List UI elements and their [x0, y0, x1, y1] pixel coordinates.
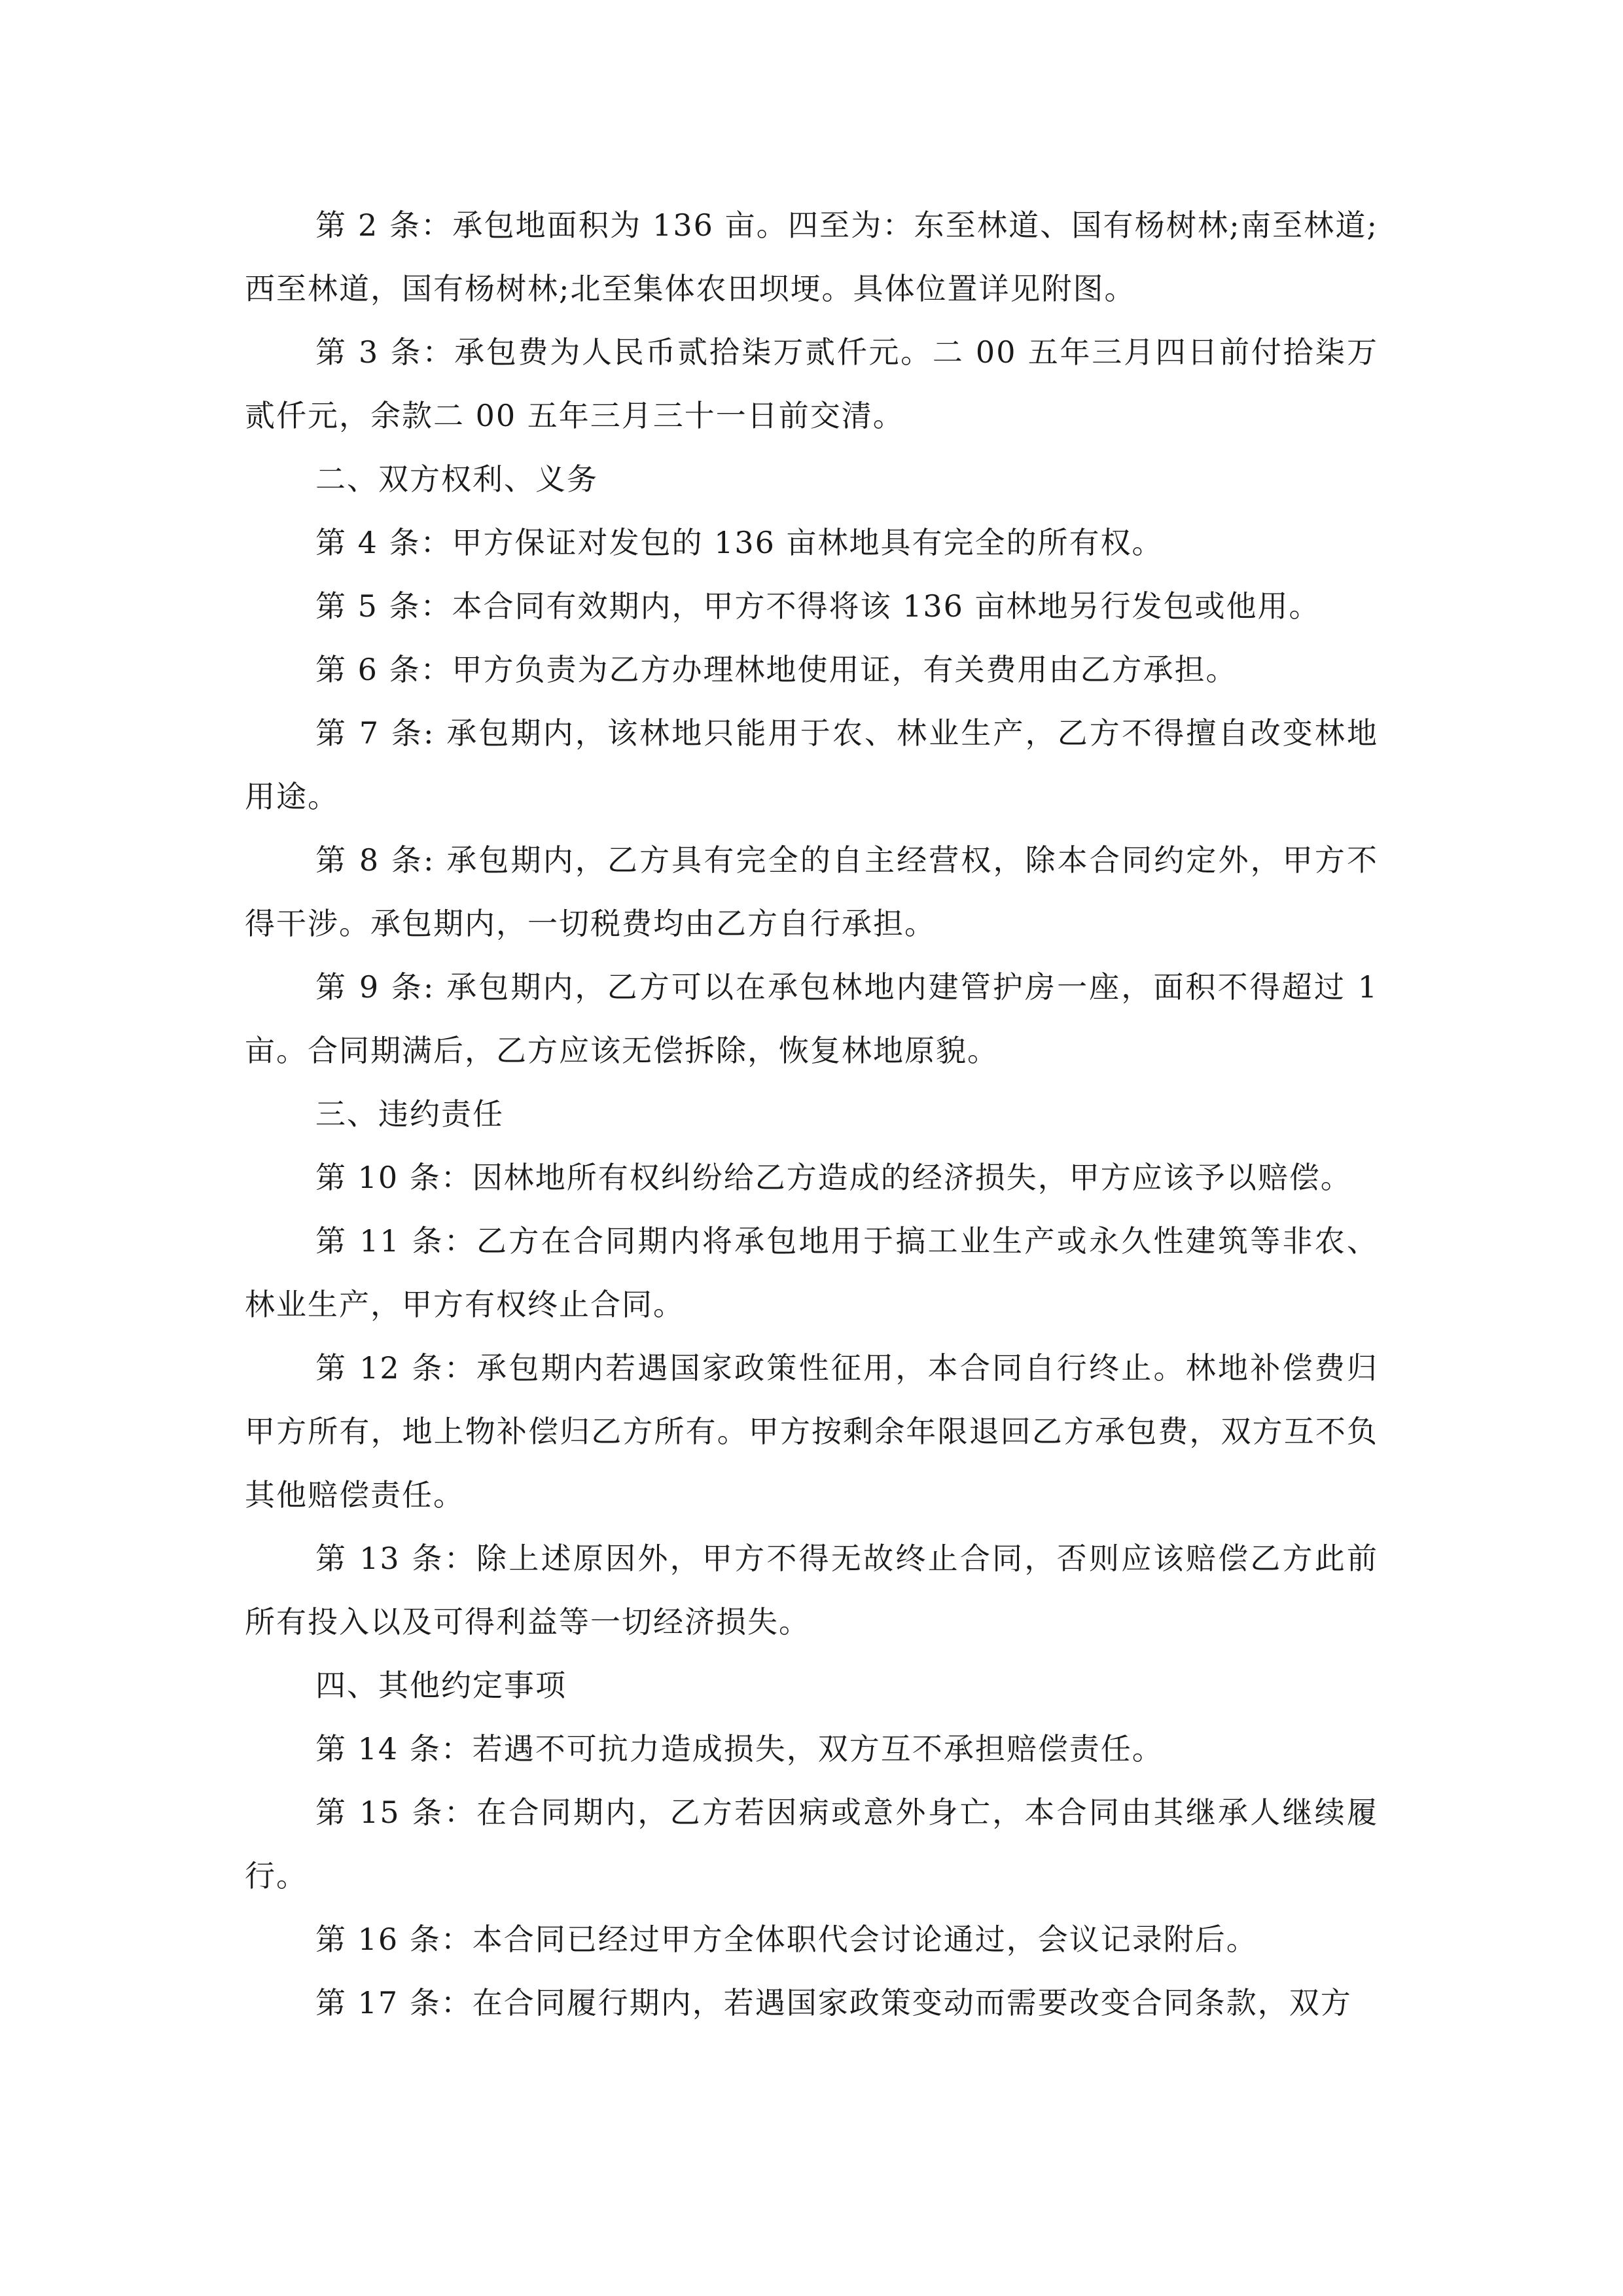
clause-8: 第 8 条: 承包期内，乙方具有完全的自主经营权，除本合同约定外，甲方不得干涉。承包期内，一切税费均由乙方自行承担。 [245, 842, 1378, 941]
section-heading-liability: 三、违约责任 [315, 1096, 504, 1132]
clause-3: 第 3 条：承包费为人民币贰拾柒万贰仟元。二 00 五年三月四日前付拾柒万贰仟元，余款二 00 五年三月三十一日前交清。 [245, 334, 1378, 433]
clause-6: 第 6 条：甲方负责为乙方办理林地使用证，有关费用由乙方承担。 [315, 652, 1238, 687]
clause-7: 第 7 条: 承包期内，该林地只能用于农、林业生产，乙方不得擅自改变林地用途。 [245, 715, 1378, 814]
clause-13: 第 13 条：除上述原因外，甲方不得无故终止合同，否则应该赔偿乙方此前所有投入以及可得利益等一切经济损失。 [245, 1541, 1378, 1640]
clause-4: 第 4 条：甲方保证对发包的 136 亩林地具有完全的所有权。 [315, 525, 1164, 560]
clause-12: 第 12 条：承包期内若遇国家政策性征用，本合同自行终止。林地补偿费归甲方所有，地上物补偿归乙方所有。甲方按剩余年限退回乙方承包费，双方互不负其他赔偿责任。 [245, 1350, 1378, 1513]
clause-2: 第 2 条：承包地面积为 136 亩。四至为：东至林道、国有杨树林;南至林道;西至林道，国有杨树林;北至集体农田坝埂。具体位置详见附图。 [245, 207, 1378, 306]
document-body [245, 194, 1378, 2035]
clause-17: 第 17 条：在合同履行期内，若遇国家政策变动而需要改变合同条款，双方 [315, 1985, 1352, 2020]
section-heading-rights-obligations: 二、双方权利、义务 [315, 461, 598, 497]
clause-5: 第 5 条：本合同有效期内，甲方不得将该 136 亩林地另行发包或他用。 [315, 588, 1321, 624]
clause-11: 第 11 条：乙方在合同期内将承包地用于搞工业生产或永久性建筑等非农、林业生产，甲方有权终止合同。 [245, 1223, 1378, 1322]
clause-9: 第 9 条: 承包期内，乙方可以在承包林地内建管护房一座，面积不得超过 1 亩。合同期满后，乙方应该无偿拆除，恢复林地原貌。 [245, 969, 1378, 1068]
clause-14: 第 14 条：若遇不可抗力造成损失，双方互不承担赔偿责任。 [315, 1731, 1164, 1767]
clause-16: 第 16 条：本合同已经过甲方全体职代会讨论通过，会议记录附后。 [315, 1922, 1258, 1957]
clause-15: 第 15 条：在合同期内，乙方若因病或意外身亡，本合同由其继承人继续履行。 [245, 1795, 1378, 1893]
clause-10: 第 10 条：因林地所有权纠纷给乙方造成的经济损失，甲方应该予以赔偿。 [315, 1160, 1352, 1195]
section-heading-other-matters: 四、其他约定事项 [315, 1668, 567, 1703]
